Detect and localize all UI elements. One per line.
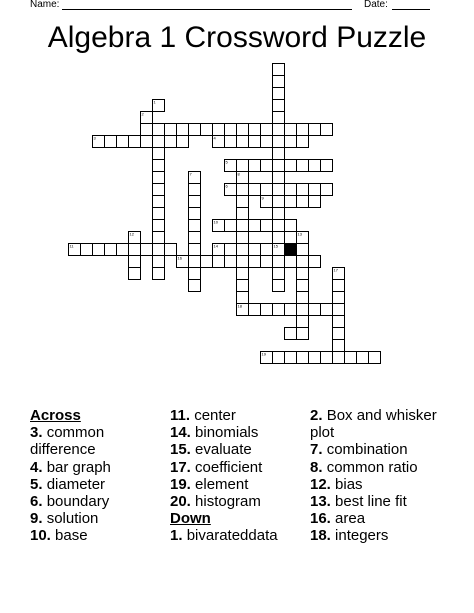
crossword-cell[interactable] — [261, 220, 273, 232]
crossword-cell[interactable] — [189, 124, 201, 136]
crossword-cell[interactable] — [153, 256, 165, 268]
crossword-cell[interactable] — [273, 88, 285, 100]
crossword-cell[interactable] — [129, 244, 141, 256]
clue-item — [170, 424, 305, 441]
clue-item — [30, 527, 170, 544]
crossword-cell[interactable] — [153, 268, 165, 280]
crossword-cell[interactable] — [129, 136, 141, 148]
clue-text: boundary — [46, 493, 110, 511]
cell-number: 6 — [225, 183, 228, 189]
clue-item — [170, 459, 305, 476]
clue-number: 13. — [310, 493, 331, 511]
crossword-cell[interactable] — [237, 184, 249, 196]
clue-number: 7. — [310, 441, 323, 459]
crossword-cell[interactable] — [297, 328, 309, 340]
clue-text: base — [55, 527, 88, 545]
crossword-cell[interactable] — [153, 196, 165, 208]
crossword-cell[interactable] — [153, 136, 165, 148]
crossword-cell[interactable] — [129, 268, 141, 280]
crossword-cell[interactable] — [249, 256, 261, 268]
clue-number: 8. — [310, 458, 323, 476]
crossword-cell[interactable] — [273, 352, 285, 364]
clue-number: 2. — [310, 407, 323, 424]
crossword-cell[interactable] — [93, 244, 105, 256]
crossword-cell[interactable] — [309, 352, 321, 364]
crossword-cell[interactable] — [237, 160, 249, 172]
crossword-cell[interactable] — [153, 172, 165, 184]
crossword-cell[interactable] — [165, 124, 177, 136]
cell-number: 10 — [213, 219, 218, 225]
name-label: Name: — [30, 0, 60, 10]
clue-text: diameter — [46, 475, 106, 493]
clue-number: 20. — [170, 493, 191, 511]
crossword-cell[interactable] — [321, 184, 333, 196]
clue-number: 3. — [30, 424, 43, 442]
black-cell — [285, 244, 297, 256]
crossword-cell[interactable] — [297, 304, 309, 316]
crossword-cell[interactable] — [237, 232, 249, 244]
crossword-cell[interactable] — [249, 244, 261, 256]
crossword-cell[interactable] — [249, 304, 261, 316]
clue-number: 1. — [170, 527, 183, 545]
clue-item — [170, 407, 305, 424]
crossword-cell[interactable] — [237, 256, 249, 268]
crossword-cell[interactable] — [285, 124, 297, 136]
clue-number: 15. — [170, 441, 191, 459]
crossword-cell[interactable] — [153, 124, 165, 136]
crossword-cell[interactable] — [285, 184, 297, 196]
crossword-cell[interactable] — [237, 208, 249, 220]
clue-text: best line fit — [335, 493, 407, 511]
clue-item — [310, 476, 460, 493]
cell-number: 16 — [177, 255, 182, 261]
crossword-cell[interactable] — [225, 256, 237, 268]
cell-number: 14 — [213, 243, 218, 249]
crossword-cell[interactable] — [237, 220, 249, 232]
crossword-cell[interactable] — [309, 304, 321, 316]
clue-text: coefficient — [195, 458, 263, 476]
cell-number: 1 — [153, 99, 156, 105]
clue-text: integers — [335, 527, 389, 545]
crossword-cell[interactable] — [285, 328, 297, 340]
crossword-cell[interactable] — [249, 124, 261, 136]
crossword-cell[interactable] — [105, 244, 117, 256]
crossword-cell[interactable] — [297, 136, 309, 148]
clue-number: 10. — [30, 527, 51, 545]
crossword-cell[interactable] — [321, 304, 333, 316]
crossword-cell[interactable] — [321, 352, 333, 364]
crossword-cell[interactable] — [189, 280, 201, 292]
cell-number: 3 — [93, 135, 96, 141]
clue-item — [30, 510, 170, 527]
crossword-cell[interactable] — [165, 244, 177, 256]
clue-text: common ratio — [326, 458, 418, 476]
crossword-cell[interactable] — [297, 184, 309, 196]
crossword-cell[interactable] — [153, 244, 165, 256]
crossword-cell[interactable] — [153, 148, 165, 160]
clue-text: evaluate — [195, 441, 252, 459]
clue-number: 5. — [30, 475, 43, 493]
crossword-cell[interactable] — [225, 244, 237, 256]
clue-number: 11. — [170, 407, 191, 424]
clue-number: 16. — [310, 510, 331, 528]
across-heading: Across — [30, 407, 81, 424]
crossword-cell[interactable] — [273, 280, 285, 292]
clue-text: binomials — [195, 424, 259, 442]
clue-item — [170, 441, 305, 458]
clue-item — [310, 459, 460, 476]
crossword-cell[interactable] — [249, 160, 261, 172]
clue-item — [30, 476, 170, 493]
crossword-cell[interactable] — [141, 244, 153, 256]
crossword-cell[interactable] — [309, 184, 321, 196]
crossword-cell[interactable] — [165, 136, 177, 148]
crossword-cell[interactable] — [225, 124, 237, 136]
crossword-cell[interactable] — [333, 304, 345, 316]
crossword-cell[interactable] — [273, 64, 285, 76]
clue-number: 19. — [170, 475, 191, 493]
crossword-cell[interactable] — [297, 280, 309, 292]
crossword-cell[interactable] — [237, 244, 249, 256]
clue-text: element — [195, 475, 249, 493]
crossword-cell[interactable] — [189, 244, 201, 256]
crossword-cell[interactable] — [225, 220, 237, 232]
crossword-cell[interactable] — [189, 268, 201, 280]
cell-number: 11 — [69, 243, 74, 249]
crossword-cell[interactable] — [273, 172, 285, 184]
crossword-cell[interactable] — [81, 244, 93, 256]
crossword-cell[interactable] — [261, 256, 273, 268]
crossword-cell[interactable] — [273, 112, 285, 124]
crossword-cell[interactable] — [249, 136, 261, 148]
crossword-cell[interactable] — [261, 160, 273, 172]
cell-number: 9 — [261, 195, 264, 201]
clue-item — [170, 476, 305, 493]
crossword-cell[interactable] — [261, 184, 273, 196]
cell-number: 19 — [261, 351, 266, 357]
crossword-cell[interactable] — [309, 124, 321, 136]
clue-number: 6. — [30, 493, 43, 511]
clue-text: combination — [326, 441, 408, 459]
crossword-cell[interactable] — [321, 124, 333, 136]
crossword-cell[interactable] — [189, 196, 201, 208]
clue-text: bias — [335, 475, 363, 493]
crossword-cell[interactable] — [345, 352, 357, 364]
crossword-cell[interactable] — [321, 160, 333, 172]
crossword-cell[interactable] — [177, 124, 189, 136]
clue-column-3 — [310, 407, 460, 545]
crossword-cell[interactable] — [273, 136, 285, 148]
crossword-cell[interactable] — [261, 124, 273, 136]
crossword-cell[interactable] — [297, 196, 309, 208]
clue-text: Box and whisker plot — [310, 407, 437, 442]
clue-text: area — [335, 510, 366, 528]
crossword-cell[interactable] — [237, 280, 249, 292]
crossword-cell[interactable] — [213, 256, 225, 268]
crossword-cell[interactable] — [333, 328, 345, 340]
crossword-cell[interactable] — [153, 220, 165, 232]
crossword-cell[interactable] — [261, 304, 273, 316]
crossword-cell[interactable] — [141, 136, 153, 148]
crossword-cell[interactable] — [297, 256, 309, 268]
clue-item — [170, 527, 305, 544]
clue-item — [30, 424, 170, 458]
crossword-cell[interactable] — [153, 232, 165, 244]
crossword-cell[interactable] — [309, 256, 321, 268]
cell-number: 5 — [225, 159, 228, 165]
crossword-cell[interactable] — [273, 304, 285, 316]
crossword-cell[interactable] — [273, 160, 285, 172]
clue-text: common difference — [30, 424, 105, 459]
crossword-cell[interactable] — [189, 220, 201, 232]
clue-item — [30, 493, 170, 510]
clue-text: center — [194, 407, 236, 424]
clue-number: 14. — [170, 424, 191, 442]
clue-item — [310, 407, 460, 441]
clue-item — [170, 493, 305, 510]
crossword-cell[interactable] — [297, 160, 309, 172]
crossword-cell[interactable] — [273, 100, 285, 112]
clue-item — [310, 527, 460, 544]
clue-text: solution — [46, 510, 99, 528]
crossword-cell[interactable] — [285, 136, 297, 148]
crossword-cell[interactable] — [237, 268, 249, 280]
clue-text: bivarateddata — [186, 527, 278, 545]
cell-number: 4 — [213, 135, 216, 141]
cell-number: 18 — [237, 303, 242, 309]
crossword-cell[interactable] — [285, 160, 297, 172]
down-heading: Down — [170, 510, 211, 528]
clue-column-1 — [30, 407, 170, 545]
crossword-cell[interactable] — [189, 184, 201, 196]
crossword-cell[interactable] — [309, 196, 321, 208]
crossword-cell[interactable] — [213, 124, 225, 136]
clue-text: histogram — [195, 493, 261, 511]
crossword-cell[interactable] — [249, 184, 261, 196]
cell-number: 2 — [141, 111, 144, 117]
crossword-cell[interactable] — [153, 184, 165, 196]
clue-number: 18. — [310, 527, 331, 545]
crossword-cell[interactable] — [237, 196, 249, 208]
clue-number: 17. — [170, 458, 191, 476]
crossword-cell[interactable] — [285, 352, 297, 364]
crossword-cell[interactable] — [333, 280, 345, 292]
crossword-cell[interactable] — [333, 340, 345, 352]
clue-number: 4. — [30, 458, 43, 476]
crossword-cell[interactable] — [369, 352, 381, 364]
crossword-cell[interactable] — [285, 196, 297, 208]
clue-column-2 — [170, 407, 305, 545]
crossword-cell[interactable] — [201, 124, 213, 136]
crossword-cell[interactable] — [273, 148, 285, 160]
clue-number: 9. — [30, 510, 43, 528]
crossword-cell[interactable] — [189, 232, 201, 244]
crossword-cell[interactable] — [225, 136, 237, 148]
crossword-cell[interactable] — [273, 232, 285, 244]
crossword-cell[interactable] — [273, 208, 285, 220]
cell-number: 12 — [129, 231, 134, 237]
crossword-cell[interactable] — [177, 136, 189, 148]
crossword-cell[interactable] — [237, 292, 249, 304]
crossword-cell[interactable] — [297, 292, 309, 304]
crossword-cell[interactable] — [189, 256, 201, 268]
crossword-cell[interactable] — [333, 292, 345, 304]
crossword-cell[interactable] — [285, 220, 297, 232]
crossword-cell[interactable] — [357, 352, 369, 364]
crossword-cell[interactable] — [333, 352, 345, 364]
crossword-cell[interactable] — [261, 244, 273, 256]
clue-item — [310, 441, 460, 458]
crossword-cell[interactable] — [105, 136, 117, 148]
crossword-cell[interactable] — [141, 124, 153, 136]
crossword-cell[interactable] — [273, 256, 285, 268]
clue-item — [30, 459, 170, 476]
cell-number: 15 — [273, 243, 278, 249]
crossword-cell[interactable] — [117, 136, 129, 148]
crossword-cell[interactable] — [297, 316, 309, 328]
crossword-cell[interactable] — [333, 316, 345, 328]
crossword-cell[interactable] — [273, 196, 285, 208]
crossword-cell[interactable] — [249, 220, 261, 232]
cell-number: 13 — [297, 231, 302, 237]
clue-item — [310, 493, 460, 510]
clue-number: 12. — [310, 475, 331, 493]
clue-text: bar graph — [46, 458, 111, 476]
crossword-cell[interactable] — [273, 220, 285, 232]
page-title: Algebra 1 Crossword Puzzle — [47, 21, 427, 54]
date-label: Date: — [364, 0, 388, 10]
crossword-cell[interactable] — [273, 184, 285, 196]
crossword-cell[interactable] — [285, 256, 297, 268]
crossword-cell[interactable] — [153, 160, 165, 172]
crossword-cell[interactable] — [273, 76, 285, 88]
crossword-cell[interactable] — [237, 124, 249, 136]
crossword-cell[interactable] — [297, 268, 309, 280]
crossword-cell[interactable] — [285, 304, 297, 316]
crossword-cell[interactable] — [129, 256, 141, 268]
crossword-cell[interactable] — [237, 136, 249, 148]
cell-number: 17 — [333, 267, 338, 273]
crossword-cell[interactable] — [273, 268, 285, 280]
crossword-cell[interactable] — [189, 208, 201, 220]
crossword-cell[interactable] — [201, 256, 213, 268]
crossword-cell[interactable] — [297, 244, 309, 256]
cell-number: 8 — [237, 171, 240, 177]
crossword-cell[interactable] — [261, 136, 273, 148]
crossword-cell[interactable] — [297, 124, 309, 136]
crossword-cell[interactable] — [117, 244, 129, 256]
cell-number: 7 — [189, 171, 192, 177]
crossword-cell[interactable] — [309, 160, 321, 172]
clue-item — [310, 510, 460, 527]
crossword-cell[interactable] — [153, 208, 165, 220]
crossword-cell[interactable] — [297, 352, 309, 364]
